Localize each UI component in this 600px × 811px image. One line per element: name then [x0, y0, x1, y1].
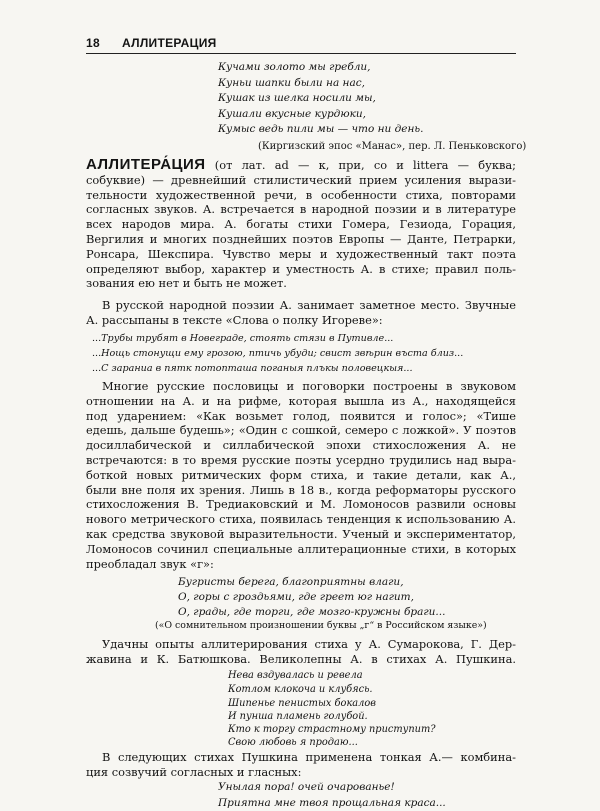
- paragraph-line: Многие русские пословицы и поговорки построены в звуковом: [86, 379, 516, 394]
- definition-line: согласных звуков. А. встречается в народной поэзии и в литературе: [86, 202, 516, 217]
- definition-line: Ронсара, Шекспира. Чувство меры и художественный такт поэта: [86, 247, 516, 262]
- verse-pushkin-autumn: [218, 780, 446, 811]
- verse-attribution: (Киргизский эпос «Манас», пер. Л. Пеньковского): [258, 141, 526, 152]
- page-number: 18: [86, 36, 100, 50]
- verse-line: Бугристы берега, благоприятны влаги,: [178, 575, 445, 590]
- paragraph-sumarokov: [86, 637, 516, 667]
- paragraph-line: ция созвучий согласных и гласных:: [86, 765, 516, 780]
- definition-first-line: [86, 158, 516, 173]
- verse-line: Кумыс ведь пили мы — что ни день.: [218, 122, 423, 138]
- verse-line: О, горы с гроздьями, где греет юг нагит,: [178, 590, 445, 605]
- definition-line: собуквие) — древнейший стилистический прием усиления вырази-: [86, 173, 516, 188]
- verse-line: И пунша пламень голубой.: [228, 710, 436, 723]
- verse-line: Приятна мне твоя прощальная краса...: [218, 796, 446, 811]
- paragraph-line: нового метрического стиха, появилась тенденция к использованию А.: [86, 512, 516, 527]
- paragraph-line: встречаются: в то время русские поэты усердно трудились над выра-: [86, 453, 516, 468]
- quote-line: ...Трубы трубят в Новеграде, стоять стязи в Путивле...: [92, 331, 463, 346]
- paragraph-pushkin-fine: [86, 750, 516, 780]
- paragraph-line: едешь, дальше будешь»; «Один с сошкой, семеро с ложкой». У поэтов: [86, 423, 516, 438]
- paragraph-line: Удачны опыты аллитерирования стиха у А. Сумарокова, Г. Дер-: [86, 637, 516, 652]
- paragraph-line: как средства звуковой выразительности. Ученый и экспериментатор,: [86, 527, 516, 542]
- definition-line: зования ею нет и быть не может.: [86, 276, 516, 291]
- paragraph-line: отношении на А. и на рифме, которая вышла из А., находящейся: [86, 394, 516, 409]
- running-header: [86, 33, 516, 54]
- paragraph-line: А. рассыпаны в тексте «Слова о полку Игореве»:: [86, 313, 516, 328]
- paragraph-line: В следующих стихах Пушкина применена тонкая А.— комбина-: [86, 750, 516, 765]
- verse-line: Кто к торгу страстному приступит?: [228, 723, 436, 736]
- verse-line: Унылая пора! очей очарованье!: [218, 780, 446, 796]
- verse-line: О, грады, где торги, где мозго-кружны браги...: [178, 605, 445, 620]
- verse-line: Кучами золото мы гребли,: [218, 60, 423, 76]
- definition-line: (от лат. ad — к, при, со и littera — буква;: [215, 158, 516, 172]
- verse-line: Кушали вкусные курдюки,: [218, 107, 423, 123]
- paragraph-line: под ударением: «Как возьмет голод, появится и голос»; «Тише: [86, 409, 516, 424]
- entry-term: АЛЛИТЕРА́ЦИЯ: [86, 156, 206, 173]
- verse-line: Свою любовь я продаю...: [228, 736, 436, 749]
- paragraph-line: Ломоносов сочинил специальные аллитерационные стихи, в которых: [86, 542, 516, 557]
- verse-pushkin-neva: [228, 669, 373, 697]
- verse-line: Куньи шапки были на нас,: [218, 76, 423, 92]
- paragraph-line: были вне поля их зрения. Лишь в 18 в., когда реформаторы русского: [86, 483, 516, 498]
- definition-line: определяют выбор, характер и уместность А. в стихе; правил поль-: [86, 262, 516, 277]
- paragraph-line: преобладал звук «г»:: [86, 557, 516, 572]
- igor-quote: [92, 331, 463, 376]
- paragraph-line: жавина и К. Батюшкова. Великолепны А. в стихах А. Пушкина.: [86, 652, 516, 667]
- verse-line: Котлом клокоча и клубясь.: [228, 683, 373, 697]
- definition-line: тельности художественной речи, в особенности стиха, повторами: [86, 188, 516, 203]
- verse-line: Кушак из шелка носили мы,: [218, 91, 423, 107]
- paragraph-folk-poetry: [86, 298, 516, 328]
- verse-pushkin-bokaly: [228, 697, 436, 749]
- paragraph-line: В русской народной поэзии А. занимает заметное место. Звучные: [86, 298, 516, 313]
- verse-attribution: («О сомнительном произношении буквы „г“ в Российском языке»): [155, 620, 487, 631]
- verse-line: Нева вздувалась и ревела: [228, 669, 373, 683]
- definition-line: Вергилия и многих позднейших поэтов Европы — Данте, Петрарки,: [86, 232, 516, 247]
- definition-line: всех народов мира. А. богаты стихи Гомера, Гезиода, Горация,: [86, 217, 516, 232]
- paragraph-line: стихосложения В. Тредиаковский и М. Ломоносов развили основы: [86, 497, 516, 512]
- verse-lomonosov: [178, 575, 445, 620]
- definition-paragraph: [86, 158, 516, 291]
- paragraph-proverbs: [86, 379, 516, 571]
- paragraph-line: боткой новых ритмических форм стиха, и такие детали, как А.,: [86, 468, 516, 483]
- quote-line: ...С зараниа в пятк потопташа поганыя плъкы половецкыя...: [92, 361, 463, 376]
- quote-line: ...Нощь стонущи ему грозою, птичь убуди; свист звѣрин въста близ...: [92, 346, 463, 361]
- verse-line: Шипенье пенистых бокалов: [228, 697, 436, 710]
- verse-manas: [218, 60, 423, 138]
- paragraph-line: досиллабической и силлабической эпохи стихосложения А. не: [86, 438, 516, 453]
- running-title: АЛЛИТЕРАЦИЯ: [122, 36, 217, 50]
